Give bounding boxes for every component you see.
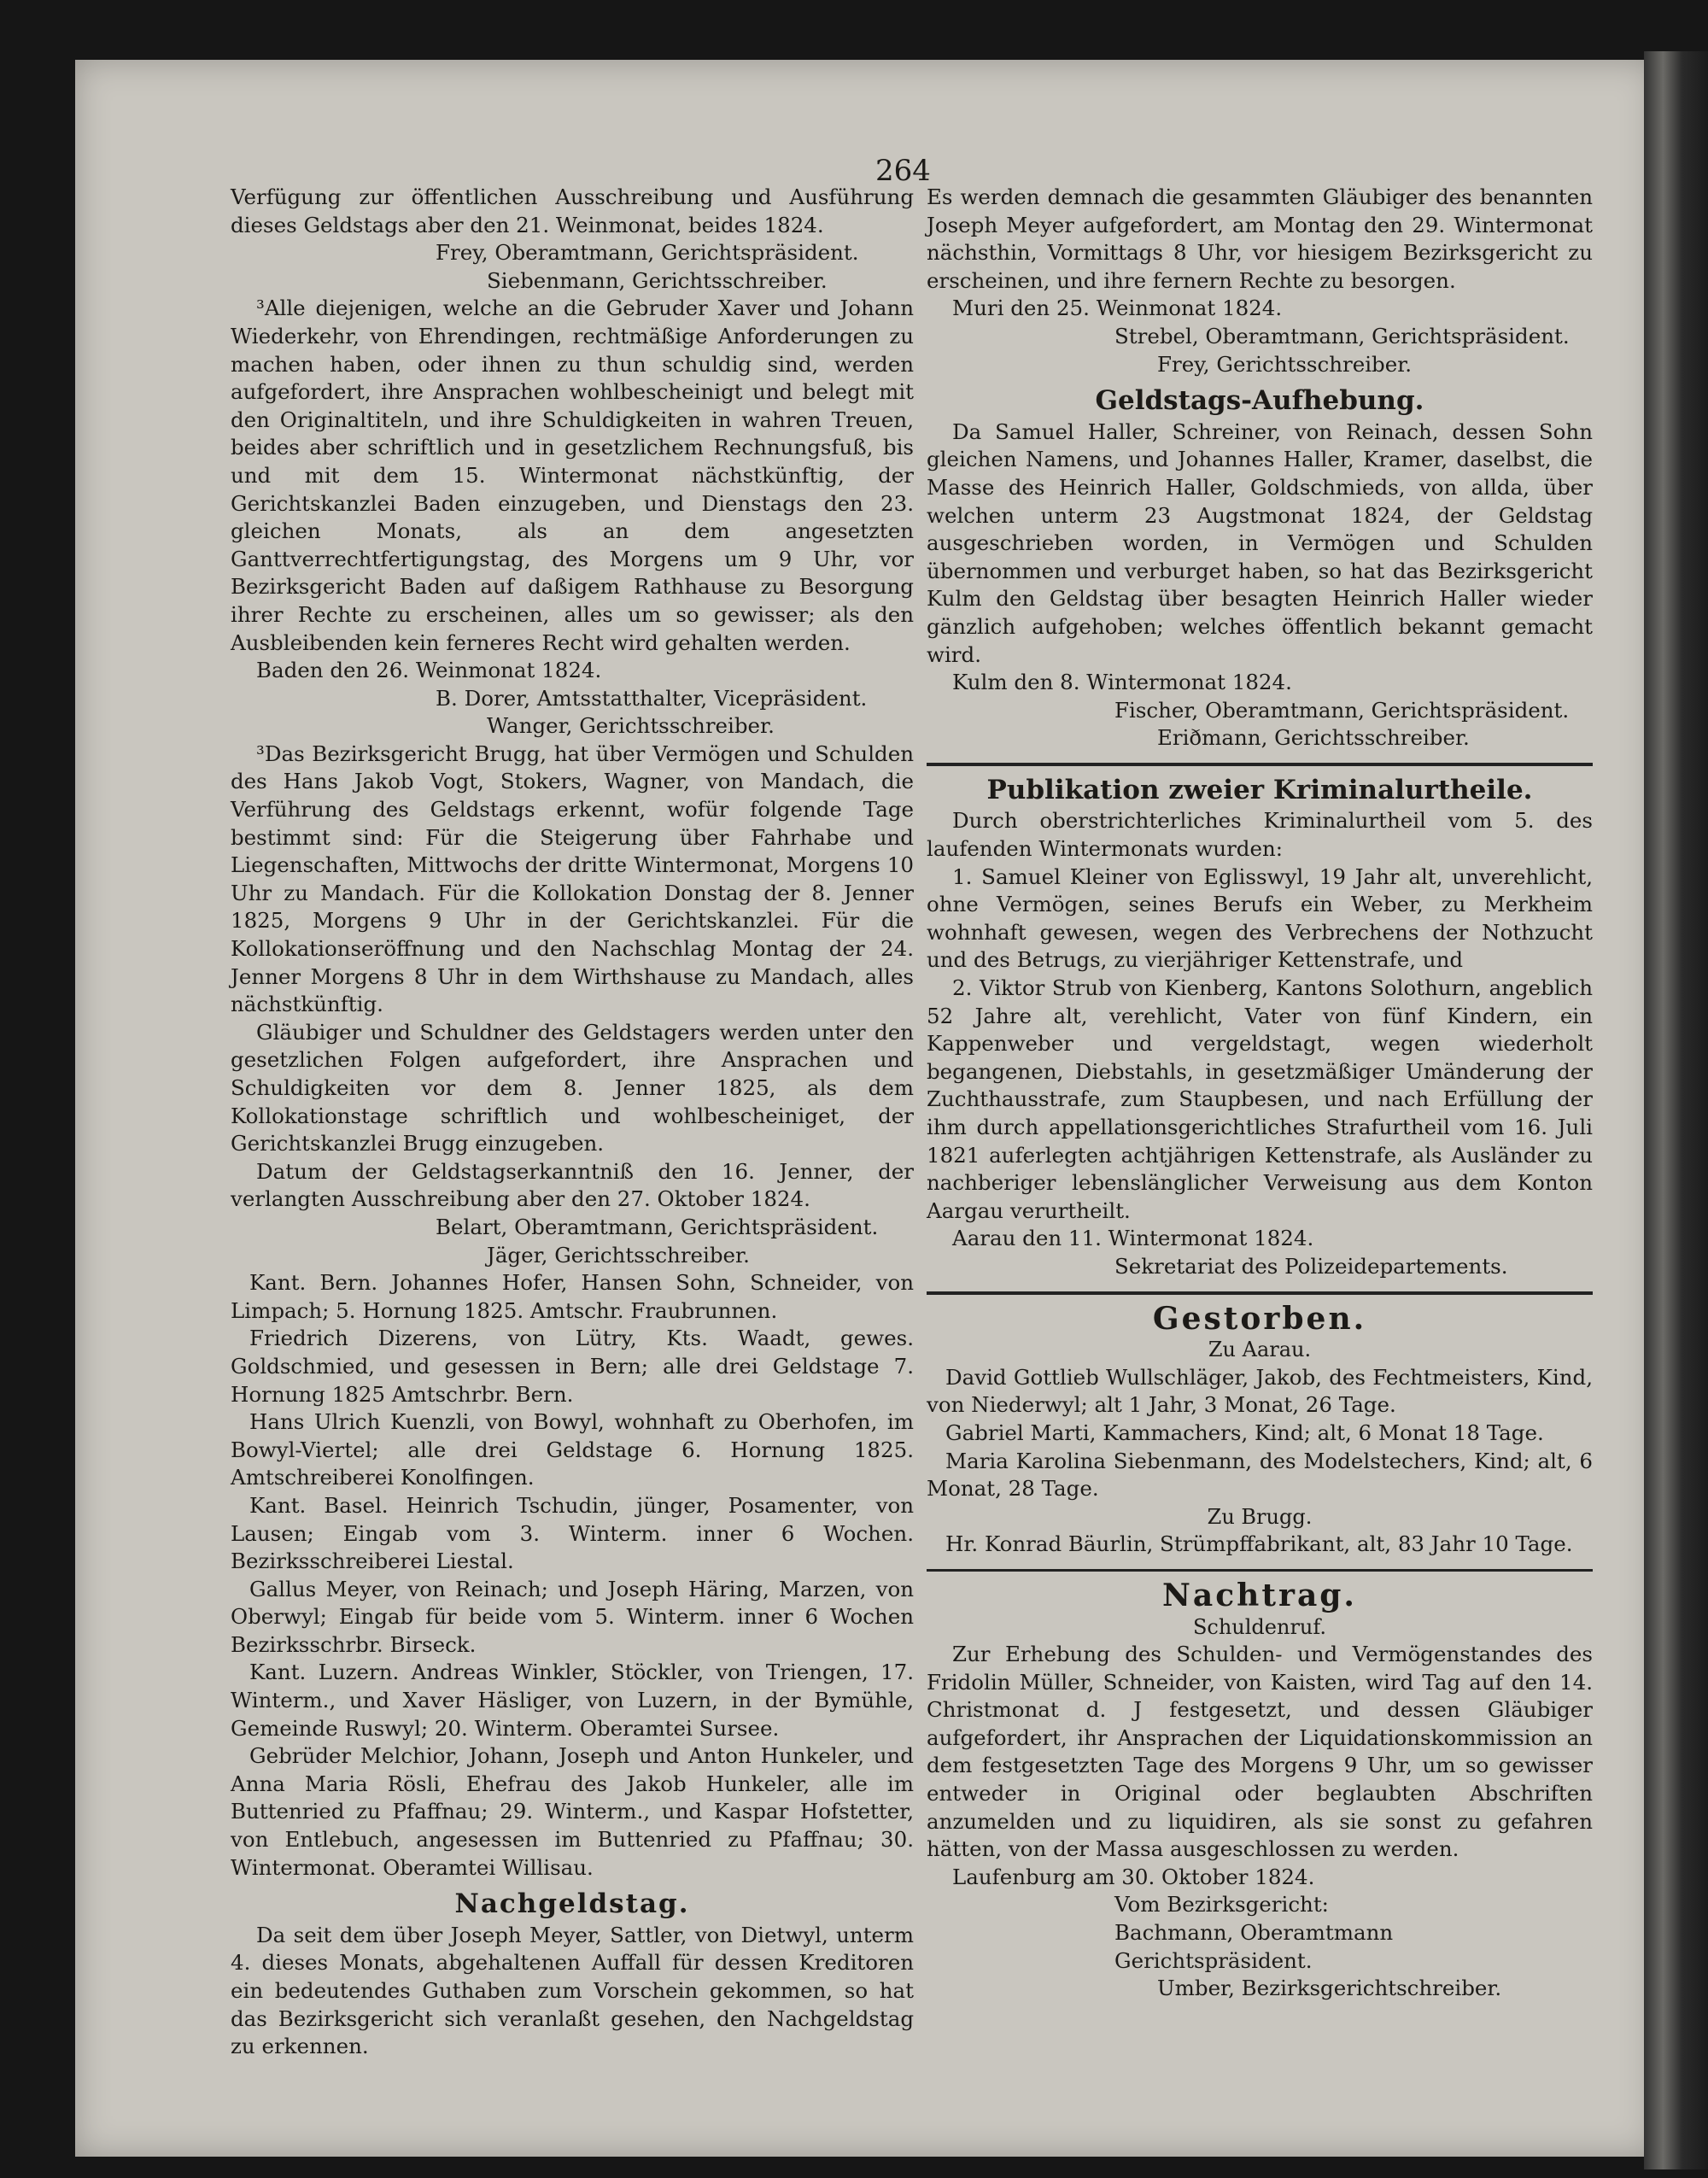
- signature-jaeger: Jäger, Gerichtsschreiber.: [487, 1242, 750, 1268]
- list-item: Hr. Konrad Bäurlin, Strümpffabrikant, alt, 83 Jahr 10 Tage.: [945, 1531, 1573, 1557]
- notice-meyer-continued: Es werden demnach die gesammten Gläubiger des benannten Joseph Meyer aufgefordert, am Montag den 29. Wintermonat nächsthin, Vormittags 8 Uhr, vor hiesigem Bezirksgericht zu erscheinen, und ihre fernern Rechte zu besorgen.: [927, 184, 1593, 293]
- notice-haller-date: Kulm den 8. Wintermonat 1824.: [952, 670, 1292, 695]
- list-item: Hans Ulrich Kuenzli, von Bowyl, wohnhaft zu Oberhofen, im Bowyl-Viertel; alle drei Geldstage 6. Hornung 1825. Amtschreiberei Konolfingen.: [231, 1409, 914, 1490]
- left-column: [231, 184, 914, 2061]
- list-item: Kant. Bern. Johannes Hofer, Hansen Sohn, Schneider, von Limpach; 5. Hornung 1825. Amtschr. Fraubrunnen.: [231, 1270, 914, 1323]
- signature-wanger: Wanger, Gerichtsschreiber.: [487, 713, 775, 739]
- list-item: Kant. Luzern. Andreas Winkler, Stöckler, von Triengen, 17. Winterm., und Xaver Häsliger, von Luzern, in der Bymühle, Gemeinde Ruswyl; 20. Winterm. Oberamtei Sursee.: [231, 1660, 914, 1741]
- signature-fischer: Fischer, Oberamtmann, Gerichtspräsident.: [1114, 697, 1570, 723]
- notice-nachgeldstag: Da seit dem über Joseph Meyer, Sattler, von Dietwyl, unterm 4. dieses Monats, abgehaltenen Auffall für dessen Kreditoren ein bedeutendes Guthaben zum Vorschein gekommen, so hat das Bezirksgericht sich veranlaßt gesehen, den Nachgeldstag zu erkennen.: [231, 1922, 914, 2059]
- notice-wiederkehr-date: Baden den 26. Weinmonat 1824.: [256, 658, 602, 683]
- list-item: Maria Karolina Siebenmann, des Modelstechers, Kind; alt, 6 Monat, 28 Tage.: [927, 1448, 1593, 1502]
- list-item: Gebrüder Melchior, Johann, Joseph und Anton Hunkeler, und Anna Maria Rösli, Ehefrau des Jakob Hunkeler, alle im Buttenried zu Pfaffnau; 29. Winterm., und Kaspar Hofstetter, von Entlebuch, angesessen im Buttenried zu Pfaffnau; 30. Wintermonat. Oberamtei Willisau.: [231, 1743, 914, 1880]
- divider: [927, 763, 1593, 766]
- signature-bachmann: Bachmann, Oberamtmann Gerichtspräsident.: [1114, 1920, 1394, 1973]
- heading-nachgeldstag: Nachgeldstag.: [454, 1888, 690, 1920]
- heading-gestorben: Gestorben.: [1152, 1300, 1367, 1337]
- divider: [927, 1291, 1593, 1295]
- notice-mueller: Zur Erhebung des Schulden- und Vermögenstandes des Fridolin Müller, Schneider, von Kaisten, wird Tag auf den 14. Christmonat d. J festgesetzt, und dessen Gläubiger aufgefordert, ihr Ansprachen der Liquidationskommission an dem festgesetzten Tage des Morgens 9 Uhr, um so gewisser entweder in Original oder beglaubten Abschriften anzumelden und zu liquidiren, als sie sonst zu gefahren hätten, von der Massa ausgeschlossen zu werden.: [927, 1642, 1593, 1862]
- heading-kriminalurtheile: Publikation zweier Kriminalurtheile.: [986, 774, 1533, 805]
- signature-umber: Umber, Bezirksgerichtschreiber.: [1157, 1976, 1502, 2001]
- nachtrag-from: Vom Bezirksgericht:: [1114, 1892, 1329, 1917]
- kriminal-date: Aarau den 11. Wintermonat 1824.: [952, 1226, 1314, 1251]
- signature-siebenmann: Siebenmann, Gerichtsschreiber.: [487, 267, 828, 293]
- notice-vogt-creditors: Gläubiger und Schuldner des Geldstagers werden unter den gesetzlichen Folgen aufgefordert, ihre Ansprachen und Schuldigkeiten vor dem 8. Jenner 1825, als dem Kollokationstage schriftlich und wohlbescheiniget, der Gerichtskanzlei Brugg einzugeben.: [231, 1019, 914, 1156]
- notice-haller: Da Samuel Haller, Schreiner, von Reinach, dessen Sohn gleichen Namens, und Johannes Haller, Kramer, daselbst, die Masse des Heinrich Haller, Goldschmieds, von allda, über welchen unterm 23 Augstmonat 1824, der Geldstag ausgeschrieben worden, in Vermögen und Schulden übernommen und verburget haben, so hat das Bezirksgericht Kulm den Geldstag über besagten Heinrich Haller wieder gänzlich aufgehoben; welches öffentlich bekannt gemacht wird.: [927, 419, 1593, 667]
- kriminal-item-1: 1. Samuel Kleiner von Eglisswyl, 19 Jahr alt, unverehlicht, ohne Vermögen, seines Berufs ein Weber, zu Merkheim wohnhaft gewesen, wegen des Verbrechens der Nothzucht und des Betrugs, zu vierjähriger Kettenstrafe, und: [927, 864, 1593, 973]
- notice-vogt: ³Das Bezirksgericht Brugg, hat über Vermögen und Schulden des Hans Jakob Vogt, Stokers, Wagner, von Mandach, die Verführung des Geldstags erkennt, wofür folgende Tage bestimmt sind: Für die Steigerung über Fahrhabe und Liegenschaften, Mittwochs der dritte Wintermonat, Morgens 10 Uhr zu Mandach. Für die Kollokation Donstag der 8. Jenner 1825, Morgens 9 Uhr in der Gerichtskanzlei. Für die Kollokationseröffnung und den Nachschlag Montag der 24. Jenner Morgens 8 Uhr in dem Wirthshause zu Mandach, alles nächstkünftig.: [231, 741, 914, 1017]
- subheading-schuldenruf: Schuldenruf.: [1192, 1614, 1327, 1639]
- signature-strebel: Strebel, Oberamtmann, Gerichtspräsident.: [1114, 323, 1570, 348]
- right-column: [927, 184, 1593, 2003]
- notice-meyer-date: Muri den 25. Weinmonat 1824.: [952, 296, 1283, 321]
- divider: [927, 1569, 1593, 1572]
- notice-mueller-date: Laufenburg am 30. Oktober 1824.: [952, 1864, 1315, 1889]
- signature-frey-2: Frey, Gerichtsschreiber.: [1157, 351, 1413, 377]
- subheading-zu-aarau: Zu Aarau.: [1208, 1338, 1312, 1362]
- list-item: Gabriel Marti, Kammachers, Kind; alt, 6 Monat 18 Tage.: [945, 1420, 1544, 1445]
- subheading-zu-brugg: Zu Brugg.: [1207, 1504, 1313, 1529]
- notice-vogt-date: Datum der Geldstagserkanntniß den 16. Jenner, der verlangten Ausschreibung aber den 27. Oktober 1824.: [231, 1158, 914, 1212]
- signature-belart: Belart, Oberamtmann, Gerichtspräsident.: [436, 1214, 879, 1239]
- kriminal-intro: Durch oberstrichterliches Kriminalurtheil vom 5. des laufenden Wintermonats wurden:: [927, 808, 1593, 862]
- page-number: 264: [875, 154, 931, 188]
- list-item: David Gottlieb Wullschläger, Jakob, des Fechtmeisters, Kind, von Niederwyl; alt 1 Jahr, 3 Monat, 26 Tage.: [927, 1364, 1593, 1418]
- list-item: Gallus Meyer, von Reinach; und Joseph Häring, Marzen, von Oberwyl; Eingab für beide vom 5. Winterm. inner 6 Wochen Bezirksschrbr. Birseck.: [231, 1576, 914, 1657]
- page-edge: [1644, 51, 1708, 2169]
- heading-geldstags-aufhebung: Geldstags-Aufhebung.: [1095, 385, 1424, 417]
- signature-sekretariat: Sekretariat des Polizeidepartements.: [1114, 1253, 1508, 1279]
- signature-eriðmann: Eriðmann, Gerichtsschreiber.: [1157, 725, 1470, 751]
- kriminal-item-2: 2. Viktor Strub von Kienberg, Kantons Solothurn, angeblich 52 Jahre alt, verehlicht, Vater von fünf Kindern, ein Kappenweber und vergeldstagt, wegen wiederholt begangenen, Diebstahls, in gesetzmäßiger Umänderung der Zuchthausstrafe, zum Staupbesen, und nach Erfüllung der ihm durch appellationsgerichtliches Strafurtheil vom 16. Juli 1821 auferlegten achtjährigen Kettenstrafe, als Ausländer zu nachberiger lebenslänglicher Verweisung aus dem Konton Aargau verurtheilt.: [927, 975, 1593, 1223]
- signature-dorer: B. Dorer, Amtsstatthalter, Vicepräsident.: [436, 685, 868, 711]
- list-item: Friedrich Dizerens, von Lütry, Kts. Waadt, gewes. Goldschmied, und gesessen in Bern; alle drei Geldstage 7. Hornung 1825 Amtschrbr. Bern.: [231, 1326, 914, 1407]
- paragraph-verfuegung: Verfügung zur öffentlichen Ausschreibung und Ausführung dieses Geldstags aber den 21. Weinmonat, beides 1824.: [231, 184, 914, 237]
- heading-nachtrag: Nachtrag.: [1162, 1577, 1357, 1613]
- list-item: Kant. Basel. Heinrich Tschudin, jünger, Posamenter, von Lausen; Eingab vom 3. Winterm. inner 6 Wochen. Bezirksschreiberei Liestal.: [231, 1492, 914, 1574]
- signature-frey: Frey, Oberamtmann, Gerichtspräsident.: [436, 240, 859, 266]
- notice-wiederkehr: ³Alle diejenigen, welche an die Gebruder Xaver und Johann Wiederkehr, von Ehrendingen, rechtmäßige Anforderungen zu machen haben, oder ihnen zu thun schuldig sind, werden aufgefordert, ihre Ansprachen wohlbescheinigt und belegt mit den Originaltiteln, und ihre Schuldigkeiten in wahren Treuen, beides aber schriftlich und in gesetzlichem Rechnungsfuß, bis und mit dem 15. Wintermonat nächstkünftig, der Gerichtskanzlei Baden einzugeben, und Dienstags den 23. gleichen Monats, als an dem angesetzten Ganttverrechtfertigungstag, des Morgens um 9 Uhr, vor Bezirksgericht Baden auf daßigem Rathhause zu Besorgung ihrer Rechte zu erscheinen, alles um so gewisser; als den Ausbleibenden kein ferneres Recht wird gehalten werden.: [231, 296, 914, 655]
